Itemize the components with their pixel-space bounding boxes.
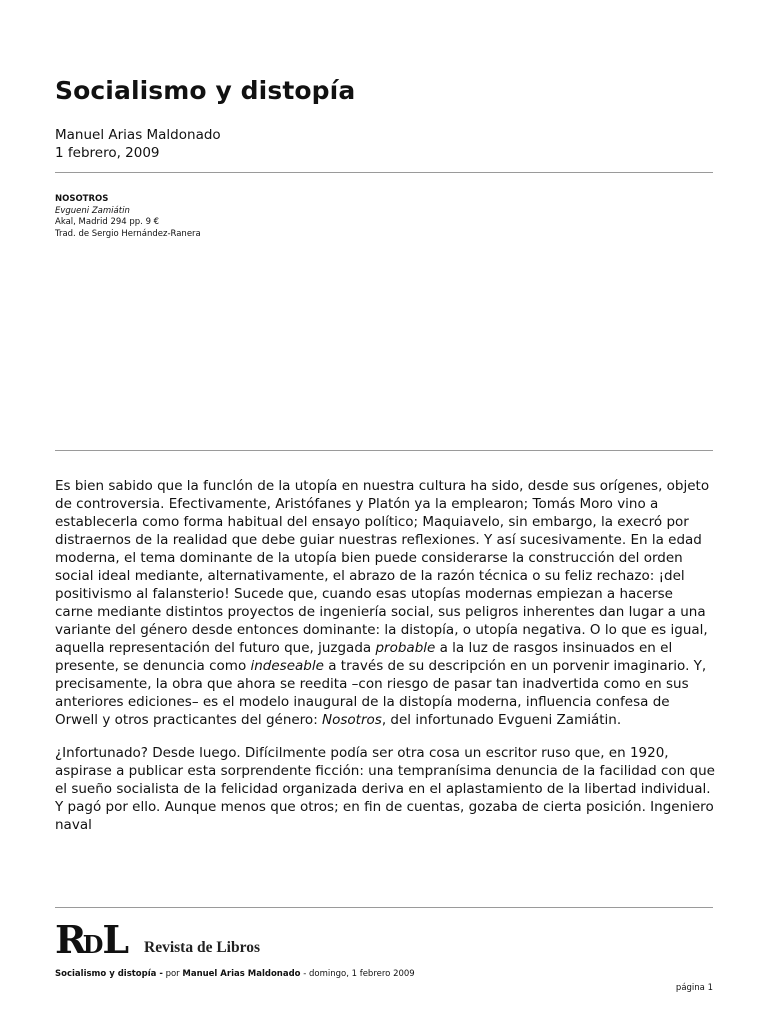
article-title: Socialismo y distopía <box>55 76 356 105</box>
footer-citation <box>55 968 415 980</box>
article-body <box>55 477 715 849</box>
emphasis-nosotros: Nosotros <box>322 712 382 728</box>
rdl-logo-mark <box>55 917 126 963</box>
book-info-divider <box>55 450 713 451</box>
text-run: a través de su descripción en un porvenir imaginario. Y, precisamente, la obra que ahora se reedita –con riesgo de pasar tan inadvertida como en sus anteriores ediciones– es el modelo inaugural de la distopía moderna, influencia confesa de Orwell y otros practicantes del género: <box>55 658 707 728</box>
book-author: Evgueni Zamiátin <box>55 205 130 216</box>
book-info <box>55 194 201 240</box>
book-publisher: Akal, Madrid 294 pp. 9 € <box>55 217 160 227</box>
article-author: Manuel Arias Maldonado <box>55 127 221 143</box>
article-date: 1 febrero, 2009 <box>55 145 160 161</box>
article-meta <box>55 126 221 162</box>
footer-title: Socialismo y distopía - <box>55 969 163 979</box>
footer-author: Manuel Arias Maldonado <box>182 969 301 979</box>
emphasis-probable: probable <box>375 640 436 656</box>
text-run: a la luz de rasgos insinuados en el presente, se denuncia como <box>55 640 673 674</box>
logo-name: Revista de Libros <box>144 939 260 956</box>
body-paragraph-1 <box>55 477 715 729</box>
text-run: , del infortunado Evgueni Zamiátin. <box>381 712 622 728</box>
logo-letter-l: L <box>102 917 126 962</box>
footer-por: por <box>162 969 183 979</box>
footer-divider <box>55 907 713 908</box>
book-translator: Trad. de Sergio Hernández-Ranera <box>55 228 201 239</box>
header-divider <box>55 172 713 173</box>
logo-letter-r: R <box>55 917 83 962</box>
page-number: página 1 <box>675 983 713 993</box>
book-title: NOSOTROS <box>55 194 109 204</box>
emphasis-indeseable: indeseable <box>250 658 324 674</box>
logo-letter-d: D <box>82 930 103 959</box>
text-run: Es bien sabido que la funclón de la utopía en nuestra cultura ha sido, desde sus orígenes, objeto de controversia. Efectivamente, Aristófanes y Platón ya la emplearon; Tomás Moro vino a establecerla como forma habitual del ensayo político; Maquiavelo, sin embargo, la execró por distraernos de la realidad que debe guiar nuestras reflexiones. Y así sucesivamente. En la edad moderna, el tema dominante de la utopía bien puede considerarse la construcción del orden social ideal mediante, alternativamente, el abrazo de la razón técnica o su feliz rechazo: ¡del positivismo al falansterio! Sucede que, cuando esas utopías modernas empiezan a hacerse carne mediante distintos proyectos de ingeniería social, sus peligros inherentes dan lugar a una variante del género desde entonces dominante: la distopía, o utopía negativa. O lo que es igual, aquella representación del futuro que, juzgada <box>55 478 710 656</box>
footer-date: - domingo, 1 febrero 2009 <box>300 969 415 979</box>
body-paragraph-2: ¿Infortunado? Desde luego. Difícilmente podía ser otra cosa un escritor ruso que, en 1920, aspirase a publicar esta sorprendente ficción: una tempranísima denuncia de la facilidad con que el sueño socialista de la felicidad organizada deriva en el aplastamiento de la libertad individual. Y pagó por ello. Aunque menos que otros; en fin de cuentas, gozaba de cierta posición. Ingeniero naval <box>55 745 715 833</box>
